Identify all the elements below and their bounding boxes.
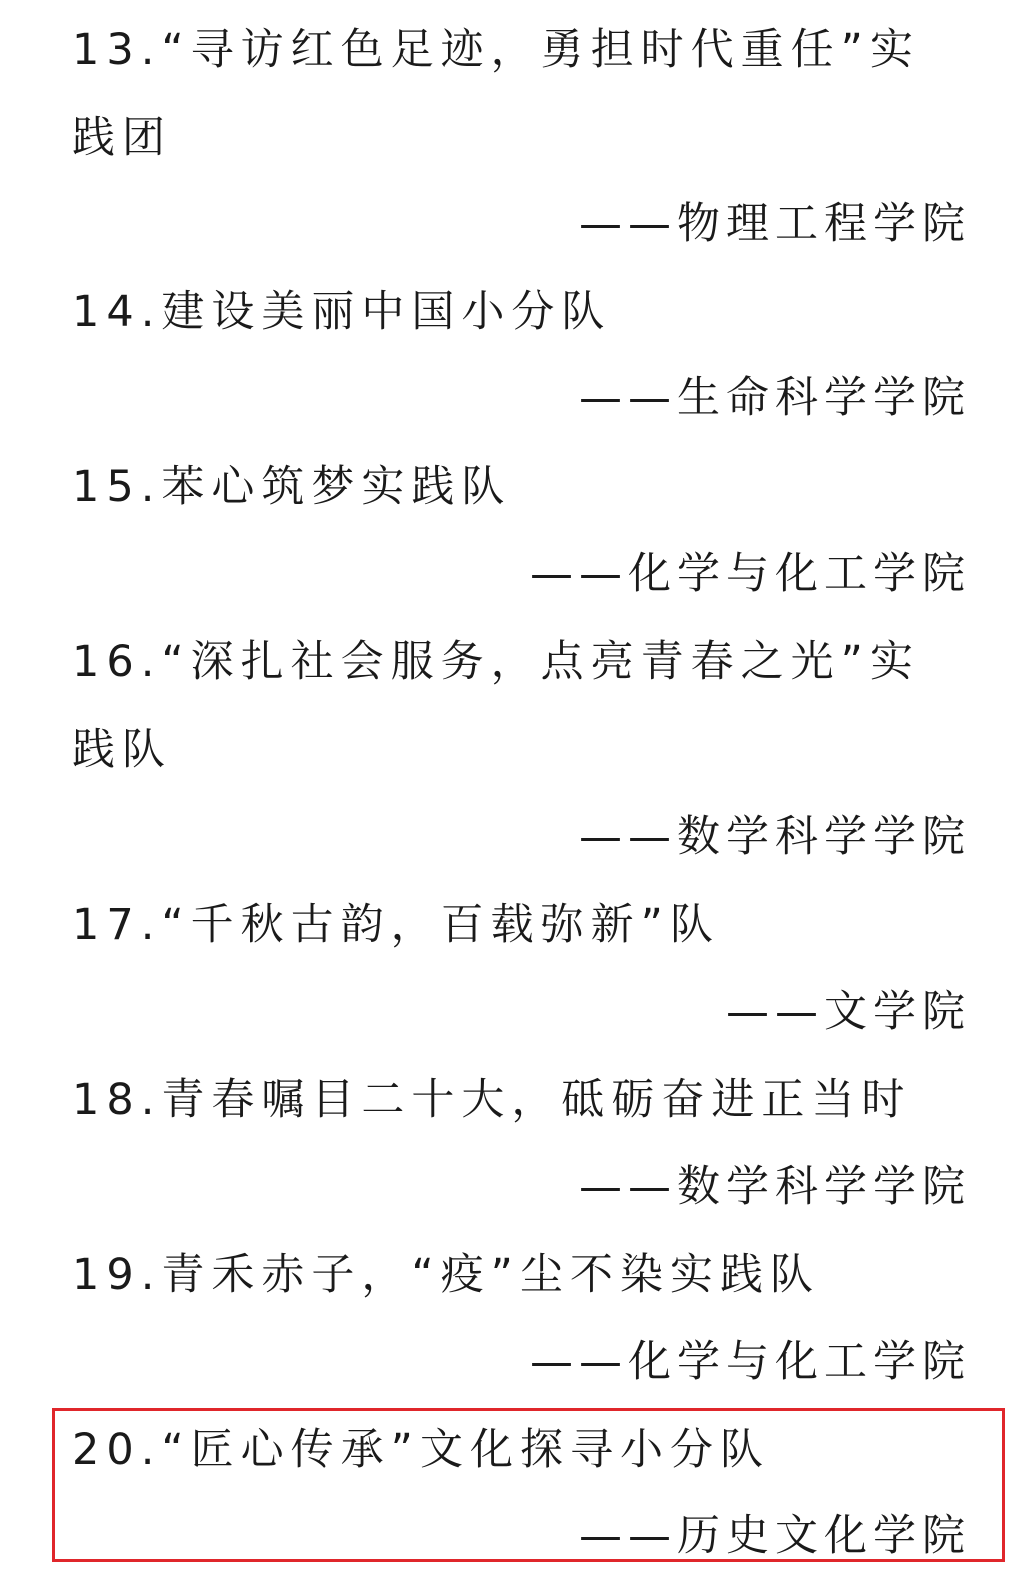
entry-14-title: 14.建设美丽中国小分队 xyxy=(72,287,612,337)
entry-19-title: 19.青禾赤子，“疫”尘不染实践队 xyxy=(72,1250,820,1300)
entry-16-department: ——数学科学学院 xyxy=(579,812,971,862)
entry-13-title: 13.“寻访红色足迹，勇担时代重任”实 xyxy=(72,25,920,75)
entry-16-title-continuation: 践队 xyxy=(72,725,172,775)
entry-17-department: ——文学院 xyxy=(726,987,971,1037)
entry-15-department: ——化学与化工学院 xyxy=(530,549,971,599)
entry-13-title-continuation: 践团 xyxy=(72,113,172,163)
entry-14-department: ——生命科学学院 xyxy=(579,373,971,423)
entry-15-title: 15.苯心筑梦实践队 xyxy=(72,462,512,512)
entry-13-department: ——物理工程学院 xyxy=(579,199,971,249)
entry-18-title: 18.青春嘱目二十大，砥砺奋进正当时 xyxy=(72,1075,912,1125)
entry-19-department: ——化学与化工学院 xyxy=(530,1337,971,1387)
entry-16-title: 16.“深扎社会服务，点亮青春之光”实 xyxy=(72,637,920,687)
entry-20-department: ——历史文化学院 xyxy=(579,1511,971,1561)
entry-20-title: 20.“匠心传承”文化探寻小分队 xyxy=(72,1425,770,1475)
entry-17-title: 17.“千秋古韵，百载弥新”队 xyxy=(72,900,720,950)
entry-18-department: ——数学科学学院 xyxy=(579,1162,971,1212)
